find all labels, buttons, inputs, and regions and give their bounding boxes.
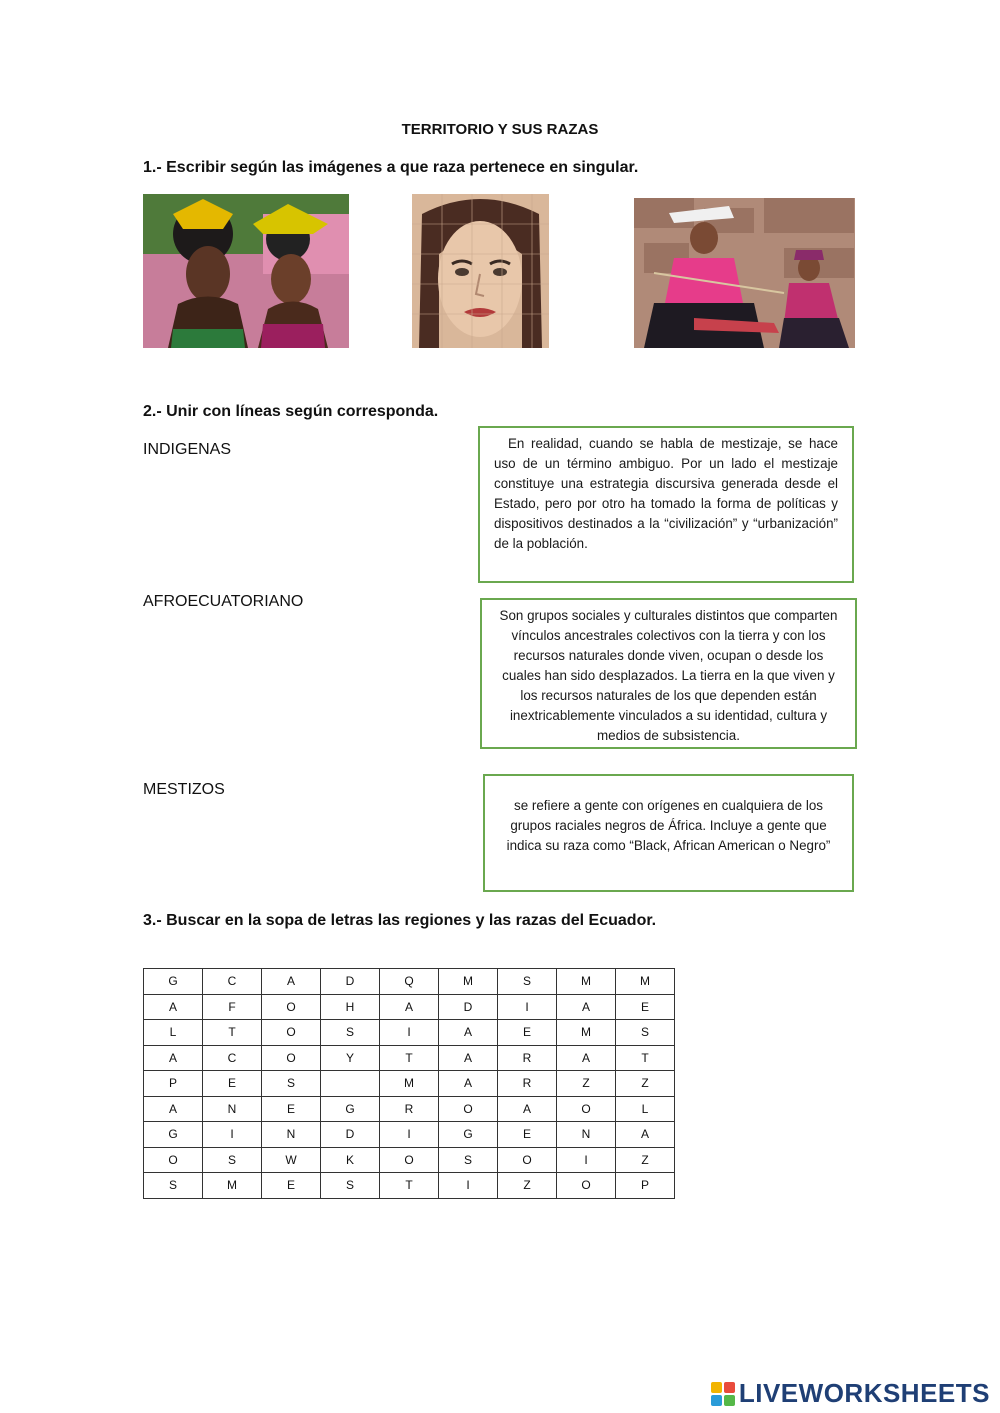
grid-cell[interactable]: G xyxy=(144,969,203,995)
definition-box-mestizaje[interactable] xyxy=(478,426,854,583)
grid-cell[interactable]: O xyxy=(262,1020,321,1046)
photo-indigenous-weavers xyxy=(634,198,855,348)
grid-cell[interactable]: O xyxy=(557,1173,616,1199)
grid-cell[interactable]: I xyxy=(380,1020,439,1046)
grid-cell[interactable]: Z xyxy=(616,1071,675,1097)
definition-box-indigenas[interactable] xyxy=(480,598,857,749)
grid-cell[interactable]: I xyxy=(380,1122,439,1148)
grid-cell[interactable]: S xyxy=(203,1147,262,1173)
grid-cell[interactable]: C xyxy=(203,969,262,995)
grid-cell[interactable]: S xyxy=(498,969,557,995)
grid-cell[interactable]: S xyxy=(262,1071,321,1097)
grid-cell[interactable]: E xyxy=(498,1020,557,1046)
grid-cell[interactable]: A xyxy=(144,1045,203,1071)
grid-cell[interactable]: C xyxy=(203,1045,262,1071)
grid-cell[interactable]: L xyxy=(616,1096,675,1122)
grid-cell[interactable]: S xyxy=(616,1020,675,1046)
definition-box-afro[interactable] xyxy=(483,774,854,892)
grid-cell[interactable]: E xyxy=(262,1173,321,1199)
grid-cell[interactable]: A xyxy=(144,994,203,1020)
grid-cell[interactable]: N xyxy=(262,1122,321,1148)
grid-cell[interactable]: N xyxy=(203,1096,262,1122)
grid-cell[interactable]: A xyxy=(439,1045,498,1071)
definition-text-indigenas: Son grupos sociales y culturales distintos que comparten vínculos ancestrales colectivos con la tierra y con los recursos naturales donde viven, ocupan o desde los cuales han sido desplazados. La tierra en la que viven y los recursos naturales de los que dependen están inextricablemente vinculados a su identidad, cultura y medios de subsistencia. xyxy=(499,608,838,743)
grid-cell[interactable]: G xyxy=(321,1096,380,1122)
grid-cell[interactable]: O xyxy=(498,1147,557,1173)
grid-cell[interactable]: S xyxy=(321,1173,380,1199)
grid-cell[interactable]: M xyxy=(439,969,498,995)
grid-row xyxy=(144,969,675,995)
grid-cell[interactable]: G xyxy=(144,1122,203,1148)
grid-cell[interactable]: M xyxy=(616,969,675,995)
grid-cell[interactable]: Y xyxy=(321,1045,380,1071)
label-mestizos[interactable]: MESTIZOS xyxy=(143,781,225,798)
grid-cell[interactable]: I xyxy=(498,994,557,1020)
grid-cell[interactable]: M xyxy=(203,1173,262,1199)
grid-cell[interactable]: E xyxy=(616,994,675,1020)
grid-cell[interactable]: K xyxy=(321,1147,380,1173)
grid-cell[interactable]: A xyxy=(439,1020,498,1046)
grid-cell[interactable]: D xyxy=(321,1122,380,1148)
grid-cell[interactable]: M xyxy=(557,969,616,995)
grid-cell[interactable]: H xyxy=(321,994,380,1020)
page-title: TERRITORIO Y SUS RAZAS xyxy=(401,121,599,138)
grid-cell[interactable]: Z xyxy=(557,1071,616,1097)
grid-cell[interactable]: A xyxy=(380,994,439,1020)
grid-cell[interactable]: E xyxy=(262,1096,321,1122)
grid-cell[interactable]: T xyxy=(380,1173,439,1199)
grid-cell[interactable]: A xyxy=(439,1071,498,1097)
grid-cell[interactable]: R xyxy=(498,1071,557,1097)
grid-row xyxy=(144,1147,675,1173)
grid-cell[interactable]: N xyxy=(557,1122,616,1148)
grid-cell[interactable]: E xyxy=(498,1122,557,1148)
grid-cell[interactable]: A xyxy=(262,969,321,995)
grid-row xyxy=(144,1096,675,1122)
grid-cell[interactable]: R xyxy=(380,1096,439,1122)
grid-cell[interactable]: O xyxy=(262,994,321,1020)
photo-mestiza-portrait xyxy=(412,194,549,348)
grid-row xyxy=(144,1071,675,1097)
grid-cell[interactable]: D xyxy=(439,994,498,1020)
grid-cell[interactable]: M xyxy=(557,1020,616,1046)
brand-name: LIVEWORKSHEETS xyxy=(738,1378,990,1408)
grid-row xyxy=(144,1122,675,1148)
word-search-grid xyxy=(143,968,675,1199)
grid-cell[interactable]: T xyxy=(616,1045,675,1071)
grid-cell[interactable]: W xyxy=(262,1147,321,1173)
grid-cell[interactable]: O xyxy=(380,1147,439,1173)
grid-cell[interactable]: I xyxy=(557,1147,616,1173)
grid-cell[interactable]: O xyxy=(557,1096,616,1122)
grid-row xyxy=(144,1020,675,1046)
label-indigenas[interactable]: INDIGENAS xyxy=(143,441,232,458)
grid-cell[interactable]: Q xyxy=(380,969,439,995)
grid-cell[interactable]: Z xyxy=(616,1147,675,1173)
grid-cell[interactable]: I xyxy=(439,1173,498,1199)
grid-cell[interactable]: T xyxy=(203,1020,262,1046)
grid-row xyxy=(144,1045,675,1071)
grid-cell[interactable]: A xyxy=(144,1096,203,1122)
grid-row xyxy=(144,1173,675,1199)
grid-cell[interactable]: A xyxy=(557,994,616,1020)
grid-cell[interactable]: I xyxy=(203,1122,262,1148)
grid-cell[interactable]: S xyxy=(144,1173,203,1199)
section3-heading: 3.- Buscar en la sopa de letras las regiones y las razas del Ecuador. xyxy=(143,912,657,929)
photo-afro-women xyxy=(143,194,349,348)
grid-cell[interactable]: A xyxy=(557,1045,616,1071)
brand-logo xyxy=(711,1378,990,1409)
section2-heading: 2.- Unir con líneas según corresponda. xyxy=(143,403,439,420)
grid-cell[interactable]: A xyxy=(498,1096,557,1122)
grid-cell[interactable]: F xyxy=(203,994,262,1020)
definition-text-afro: se refiere a gente con orígenes en cualquiera de los grupos raciales negros de África. Incluye a gente que indica su raza como “Black, African American o Negro” xyxy=(506,798,831,853)
grid-cell[interactable]: S xyxy=(439,1147,498,1173)
grid-cell[interactable]: P xyxy=(616,1173,675,1199)
grid-cell[interactable]: G xyxy=(439,1122,498,1148)
grid-cell[interactable]: O xyxy=(439,1096,498,1122)
grid-cell[interactable]: R xyxy=(498,1045,557,1071)
definition-text-mestizaje: En realidad, cuando se habla de mestizaje, se hace uso de un término ambiguo. Por un lado el mestizaje constituye una estrategia discursiva generada desde el Estado, pero por otro ha tomado la forma de políticas y dispositivos destinados a la “civilización” y “urbanización” de la población. xyxy=(494,436,838,551)
grid-row xyxy=(144,994,675,1020)
grid-cell[interactable]: A xyxy=(616,1122,675,1148)
grid-cell[interactable]: M xyxy=(380,1071,439,1097)
liveworksheets-icon xyxy=(711,1382,735,1406)
label-afroecuatoriano[interactable]: AFROECUATORIANO xyxy=(143,593,304,610)
grid-cell[interactable]: Z xyxy=(498,1173,557,1199)
grid-cell[interactable]: D xyxy=(321,969,380,995)
grid-cell[interactable]: O xyxy=(144,1147,203,1173)
grid-cell[interactable] xyxy=(321,1071,380,1097)
grid-cell[interactable]: O xyxy=(262,1045,321,1071)
grid-cell[interactable]: S xyxy=(321,1020,380,1046)
section1-heading: 1.- Escribir según las imágenes a que raza pertenece en singular. xyxy=(143,159,639,176)
grid-cell[interactable]: P xyxy=(144,1071,203,1097)
grid-cell[interactable]: T xyxy=(380,1045,439,1071)
grid-cell[interactable]: E xyxy=(203,1071,262,1097)
grid-cell[interactable]: L xyxy=(144,1020,203,1046)
